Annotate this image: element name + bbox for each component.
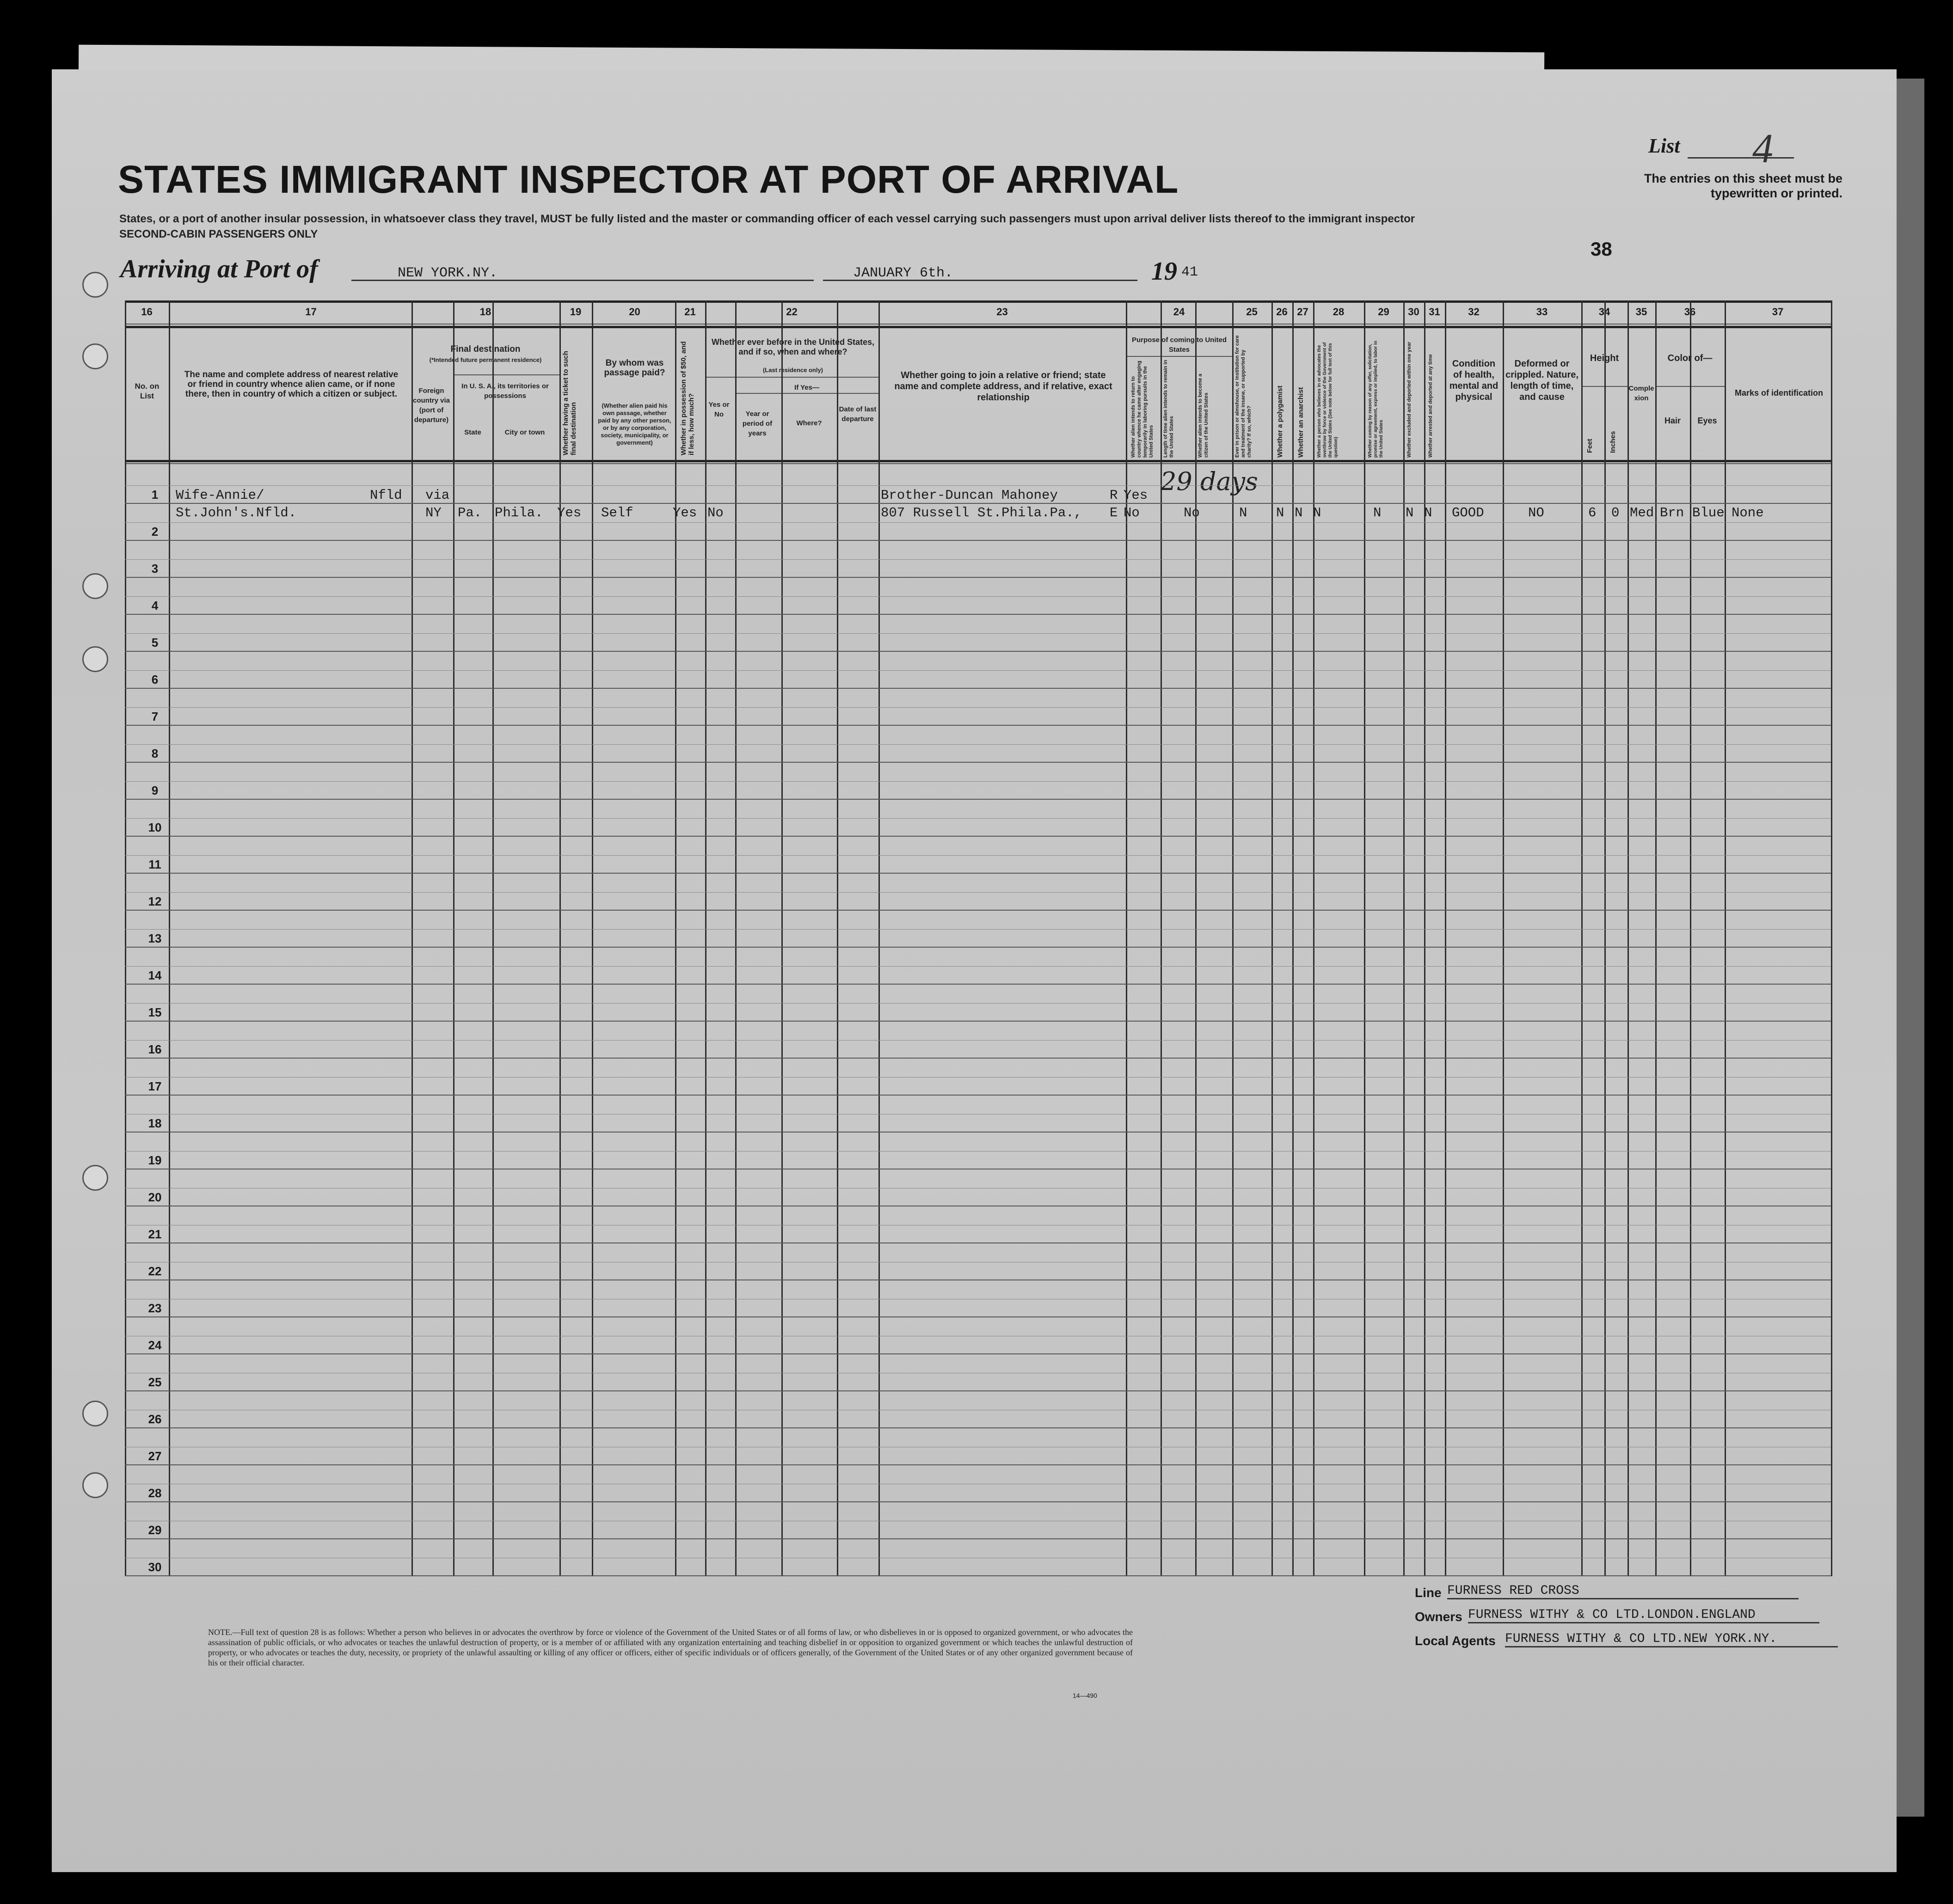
column-rule <box>1628 300 1629 1576</box>
col-number-36: 36 <box>1684 306 1696 318</box>
header-city: City or town <box>504 429 545 436</box>
row-half-rule <box>125 559 1831 560</box>
row-half-rule <box>125 855 1831 856</box>
header-eyes: Eyes <box>1697 416 1717 425</box>
column-rule <box>781 300 783 1576</box>
row-half-rule <box>125 1040 1831 1041</box>
col-number-23: 23 <box>996 306 1008 318</box>
col-number-35: 35 <box>1635 306 1647 318</box>
list-number-handwritten: 4 <box>1752 126 1773 171</box>
col-number-21: 21 <box>684 306 696 318</box>
before-us-value: No <box>707 505 724 520</box>
handwritten-length-of-stay: 29 days <box>1161 467 1258 496</box>
row-half-rule <box>125 818 1831 819</box>
dest-city: Phila. <box>495 505 543 520</box>
column-rule <box>705 300 706 1576</box>
header-purpose-return: Whether alien intends to return to country whence he came after engaging temporarily in laboring pursuits in the United States <box>1130 361 1154 458</box>
header-bottom-rule <box>125 460 1831 462</box>
row-number: 11 <box>148 857 161 871</box>
row-rule <box>125 1353 1831 1354</box>
header-polygamist: Whether a polygamist <box>1276 386 1284 458</box>
row-rule <box>125 910 1831 911</box>
joining-address: 807 Russell St.Phila.Pa., <box>881 505 1082 520</box>
agents-label: Local Agents <box>1415 1634 1496 1648</box>
row-rule <box>125 1464 1831 1465</box>
subrule-yes-no <box>705 377 735 378</box>
header-hair: Hair <box>1664 416 1681 425</box>
row-half-rule <box>125 966 1831 967</box>
row-half-rule <box>125 485 1831 486</box>
col-number-28: 28 <box>1333 306 1345 318</box>
row-rule <box>125 1538 1831 1539</box>
row-number: 2 <box>151 525 159 539</box>
header-years: Year or period of years <box>742 410 773 437</box>
subrule-usa <box>453 374 559 375</box>
row-rule <box>125 1316 1831 1317</box>
header-arrested: Whether arrested and deported at any time <box>1428 354 1433 458</box>
row-number: 25 <box>148 1375 162 1389</box>
agents-value: FURNESS WITHY & CO LTD.NEW YORK.NY. <box>1505 1632 1838 1647</box>
q30-value: N <box>1406 505 1414 520</box>
row-rule <box>125 577 1831 578</box>
row-rule <box>125 762 1831 763</box>
q29-value: N <box>1373 505 1382 520</box>
row-number: 1 <box>151 488 159 502</box>
column-rule <box>1445 300 1446 1576</box>
header-prison: Ever in prison or almshouse, or institution for care and treatment of the insane, or supported by charity? If so, which? <box>1234 335 1252 458</box>
column-rule <box>1364 300 1365 1576</box>
col-number-16: 16 <box>141 306 153 318</box>
row-half-rule <box>125 707 1831 708</box>
header-final-destination-note: (*Intended future permanent residence) <box>429 356 542 363</box>
row-number: 23 <box>148 1301 162 1315</box>
header-nearest-relative: The name and complete address of nearest relative or friend in country whence alien came, or if none there, then in country of which a citizen or subject. <box>184 370 399 399</box>
column-rule <box>735 300 737 1576</box>
col-number-20: 20 <box>629 306 640 318</box>
col-number-27: 27 <box>1297 306 1308 318</box>
header-complexion: Complexion <box>1628 385 1654 402</box>
header-money: Whether in possession of $50, and if less, how much? <box>680 341 695 455</box>
row-number: 24 <box>148 1338 162 1352</box>
row-rule <box>125 1427 1831 1428</box>
relative-name: Wife-Annie/ <box>176 488 264 503</box>
header-marks: Marks of identification <box>1734 388 1824 398</box>
sheet-number: 38 <box>1591 238 1612 260</box>
purpose-b-line1: Yes <box>1124 488 1148 503</box>
header-health: Condition of health, mental and physical <box>1449 359 1499 402</box>
list-label: List <box>1648 135 1680 157</box>
line-label: Line <box>1415 1586 1442 1600</box>
row-rule <box>125 1095 1831 1096</box>
column-rule <box>453 300 454 1576</box>
column-rule <box>1831 300 1832 1576</box>
entries-note: The entries on this sheet must be typewritten or printed. <box>1644 171 1842 200</box>
row-half-rule <box>125 633 1831 634</box>
row-rule <box>125 1501 1831 1502</box>
column-rule <box>1690 300 1691 1576</box>
header-offer-labor: Whether coming by reason of any offer, solicitation, promise or agreement, express or implied, to labor in the United States <box>1368 341 1384 458</box>
page-title: STATES IMMIGRANT INSPECTOR AT PORT OF ARRIVAL <box>118 158 1179 201</box>
header-inches: Inches <box>1609 431 1617 453</box>
row-number: 18 <box>148 1116 162 1130</box>
col-number-24: 24 <box>1173 306 1185 318</box>
column-rule <box>1725 300 1726 1576</box>
row-half-rule <box>125 929 1831 930</box>
row-rule <box>125 688 1831 689</box>
colnum-rule-double <box>125 326 1831 328</box>
column-rule <box>675 300 676 1576</box>
row-rule <box>125 1021 1831 1022</box>
header-where: Where? <box>796 419 822 427</box>
form-number: 14—490 <box>1073 1692 1097 1699</box>
prison-value: N <box>1239 505 1247 520</box>
subrule-if-yes <box>735 377 878 378</box>
header-before-note: (Last residence only) <box>762 367 823 373</box>
header-no-on-list: No. on List <box>135 382 160 400</box>
row-number: 8 <box>151 747 159 760</box>
ticket-value: Yes <box>557 505 582 520</box>
arrival-port: NEW YORK.NY. <box>398 265 498 281</box>
manifest-table <box>125 300 1831 1581</box>
page-edge <box>1897 79 1924 1817</box>
purpose-a-line1: R <box>1110 488 1118 503</box>
binder-hole <box>82 573 108 599</box>
row-half-rule <box>125 892 1831 893</box>
row-number: 20 <box>148 1190 162 1204</box>
row-rule <box>125 540 1831 541</box>
header-ticket: Whether having a ticket to such final destination <box>562 351 577 455</box>
row-number: 4 <box>151 599 159 612</box>
header-purpose: Purpose of coming to United States <box>1132 336 1227 354</box>
dest-state: Pa. <box>458 505 482 520</box>
column-rule <box>1161 300 1162 1576</box>
row-rule <box>125 873 1831 874</box>
row-half-rule <box>125 1077 1831 1078</box>
column-rule <box>1292 300 1294 1576</box>
column-rule <box>878 300 880 1576</box>
row-rule <box>125 836 1831 837</box>
col-number-31: 31 <box>1429 306 1440 318</box>
row-number: 16 <box>148 1042 162 1056</box>
row-number: 19 <box>148 1153 162 1167</box>
row-rule <box>125 503 1831 504</box>
header-purpose-length: Length of time alien intends to remain in the United States <box>1163 360 1174 458</box>
row-rule <box>125 651 1831 652</box>
header-passage-paid: By whom was passage paid? <box>604 358 665 378</box>
row-number: 9 <box>151 784 159 797</box>
col-number-17: 17 <box>305 306 317 318</box>
row-rule <box>125 725 1831 726</box>
complexion-value: Med <box>1630 505 1654 520</box>
binder-hole <box>82 272 108 298</box>
header-purpose-citizen: Whether alien intends to become a citizen of the United States <box>1198 373 1209 458</box>
row-half-rule <box>125 1003 1831 1004</box>
row-number: 14 <box>148 968 162 982</box>
row-number: 5 <box>151 636 159 649</box>
column-rule <box>1503 300 1504 1576</box>
column-rule <box>1195 300 1197 1576</box>
row-number: 26 <box>148 1412 162 1426</box>
subrule-purpose <box>1126 356 1232 357</box>
col-number-22: 22 <box>786 306 798 318</box>
col-number-30: 30 <box>1408 306 1419 318</box>
eyes-value: Blue <box>1692 505 1725 520</box>
column-rule <box>492 300 494 1576</box>
relative-address: St.John's.Nfld. <box>176 505 297 520</box>
row-half-rule <box>125 781 1831 782</box>
table-top-rule <box>125 300 1831 303</box>
column-rule <box>1581 300 1583 1576</box>
row-number: 21 <box>148 1227 162 1241</box>
row-half-rule <box>125 596 1831 597</box>
column-rule <box>1313 300 1314 1576</box>
row-number: 30 <box>148 1560 162 1574</box>
header-class-note: SECOND-CABIN PASSENGERS ONLY <box>119 228 318 240</box>
row-rule <box>125 947 1831 948</box>
row-rule <box>125 799 1831 800</box>
row-number: 28 <box>148 1486 162 1500</box>
line-value: FURNESS RED CROSS <box>1447 1584 1799 1599</box>
row-half-rule <box>125 744 1831 745</box>
row-number: 22 <box>148 1264 162 1278</box>
column-rule <box>1403 300 1405 1576</box>
binder-hole <box>82 1165 108 1191</box>
hair-value: Brn <box>1660 505 1684 520</box>
column-rule <box>1271 300 1273 1576</box>
row-rule <box>125 1058 1831 1059</box>
header-deformed: Deformed or crippled. Nature, length of time, and cause <box>1505 359 1578 402</box>
row-number: 12 <box>148 894 162 908</box>
row-rule <box>125 1132 1831 1133</box>
header-foreign-country: Foreign country via (port of departure) <box>412 387 450 424</box>
arrival-label: Arriving at Port of <box>120 255 318 283</box>
row-number: 13 <box>148 931 162 945</box>
row-number: 17 <box>148 1079 162 1093</box>
row-number: 29 <box>148 1523 162 1537</box>
header-instructions: States, or a port of another insular possession, in whatsoever class they travel, MUST be fully listed and the master or commanding officer of each vessel carrying such passengers must upon arrival deliver lists thereof to the immigrant inspector <box>119 213 1415 225</box>
question-28-note: NOTE.—Full text of question 28 is as follows: Whether a person who believes in or advocates the overthrow by force or violence of the Government of the United States or of all forms of law, or who disbelieves in or is opposed to organized government, or who advocates the assassination of public officials, or who advocates or teaches the unlawful destruction of property, or is a member of or affiliated with any organization entertaining and teaching disbelief in or opposition to organized government or which teaches the unlawful destruction of property, or who advocates or teaches the duty, necessity, or propriety of the unlawful assaulting or killing of any officer or officers, either of specific individuals or of officers generally, of the Government of the United States or of any other organized government because of his or their official character. <box>208 1628 1133 1667</box>
list-line <box>1688 157 1794 159</box>
column-rule <box>1232 300 1234 1576</box>
polygamist-value: N <box>1276 505 1284 520</box>
purpose-a-line2: E <box>1110 505 1118 520</box>
row-number: 15 <box>148 1005 162 1019</box>
anarchist-value: N <box>1295 505 1303 520</box>
header-before-in-us: Whether ever before in the United States, and if so, when and where? <box>711 337 875 356</box>
inches-value: 0 <box>1611 505 1620 520</box>
row-number: 27 <box>148 1449 162 1463</box>
row-rule <box>125 1390 1831 1391</box>
row-number: 10 <box>148 820 162 834</box>
joining-name: Brother-Duncan Mahoney <box>881 488 1058 503</box>
column-rule <box>1424 300 1425 1576</box>
col-number-33: 33 <box>1536 306 1548 318</box>
row-rule <box>125 984 1831 985</box>
col-number-32: 32 <box>1468 306 1480 318</box>
feet-value: 6 <box>1588 505 1597 520</box>
column-rule <box>411 300 413 1576</box>
header-color-of: Color of— <box>1667 353 1713 363</box>
subrule-if-yes-2 <box>735 393 878 394</box>
header-last-departure: Date of last departure <box>839 405 877 423</box>
relative-country: Nfld <box>370 488 402 503</box>
col-number-18: 18 <box>479 306 491 318</box>
money-value: Yes <box>673 505 697 520</box>
q31-value: N <box>1424 505 1432 520</box>
col-number-26: 26 <box>1276 306 1288 318</box>
row-number: 6 <box>151 673 159 686</box>
column-rule <box>1604 300 1606 1576</box>
column-rule <box>837 300 838 1576</box>
header-passage-note: (Whether alien paid his own passage, whether paid by any other person, or by any corporation, society, municipality, or government) <box>598 402 671 446</box>
header-feet: Feet <box>1586 439 1594 453</box>
foreign-via: via <box>425 488 450 503</box>
owners-label: Owners <box>1415 1610 1462 1624</box>
col-number-37: 37 <box>1772 306 1784 318</box>
row-rule <box>125 614 1831 615</box>
header-final-destination: Final destination <box>450 344 521 354</box>
header-state: State <box>464 429 481 436</box>
header-bottom-rule-double <box>125 463 1831 464</box>
header-height: Height <box>1590 353 1619 363</box>
purpose-c-value: No <box>1184 505 1200 520</box>
col-number-29: 29 <box>1378 306 1389 318</box>
row-number: 3 <box>151 562 159 575</box>
foreign-port: NY <box>425 505 442 520</box>
arrival-year-prefix: 19 <box>1151 257 1177 286</box>
row-half-rule <box>125 670 1831 671</box>
health-value: GOOD <box>1452 505 1484 520</box>
header-anarchist: Whether an anarchist <box>1297 387 1305 458</box>
purpose-b-line2: No <box>1124 505 1140 520</box>
deformed-value: NO <box>1528 505 1544 520</box>
header-in-usa: In U. S. A., its territories or possessions <box>461 382 549 400</box>
column-rule <box>125 300 126 1576</box>
binder-hole <box>82 1472 108 1498</box>
arrival-date: JANUARY 6th. <box>853 265 953 281</box>
header-if-yes: If Yes— <box>794 384 819 392</box>
header-overthrow: Whether a person who believes in or advocates the overthrow by force or violence of the Government of the United States (See note below for full text of this question) <box>1317 342 1339 458</box>
binder-hole <box>82 1401 108 1426</box>
col-number-19: 19 <box>570 306 582 318</box>
column-rule <box>592 300 593 1576</box>
q28-value: N <box>1313 505 1321 520</box>
col-number-25: 25 <box>1246 306 1258 318</box>
passage-value: Self <box>601 505 633 520</box>
header-joining-relative: Whether going to join a relative or friend; state name and complete address, and if relative, exact relationship <box>894 370 1112 403</box>
row-rule <box>125 1575 1831 1576</box>
col-number-34: 34 <box>1598 306 1610 318</box>
marks-value: None <box>1732 505 1764 520</box>
owners-value: FURNESS WITHY & CO LTD.LONDON.ENGLAND <box>1468 1608 1819 1623</box>
arrival-year-suffix: 41 <box>1181 264 1198 280</box>
binder-hole <box>82 646 108 672</box>
binder-hole <box>82 343 108 369</box>
column-rule <box>1655 300 1657 1576</box>
column-rule <box>1126 300 1127 1576</box>
header-yes-no: Yes or No <box>708 401 730 418</box>
column-rule <box>559 300 561 1576</box>
row-half-rule <box>125 522 1831 523</box>
header-excluded: Whether excluded and deported within one year <box>1406 342 1412 458</box>
row-number: 7 <box>151 710 159 723</box>
